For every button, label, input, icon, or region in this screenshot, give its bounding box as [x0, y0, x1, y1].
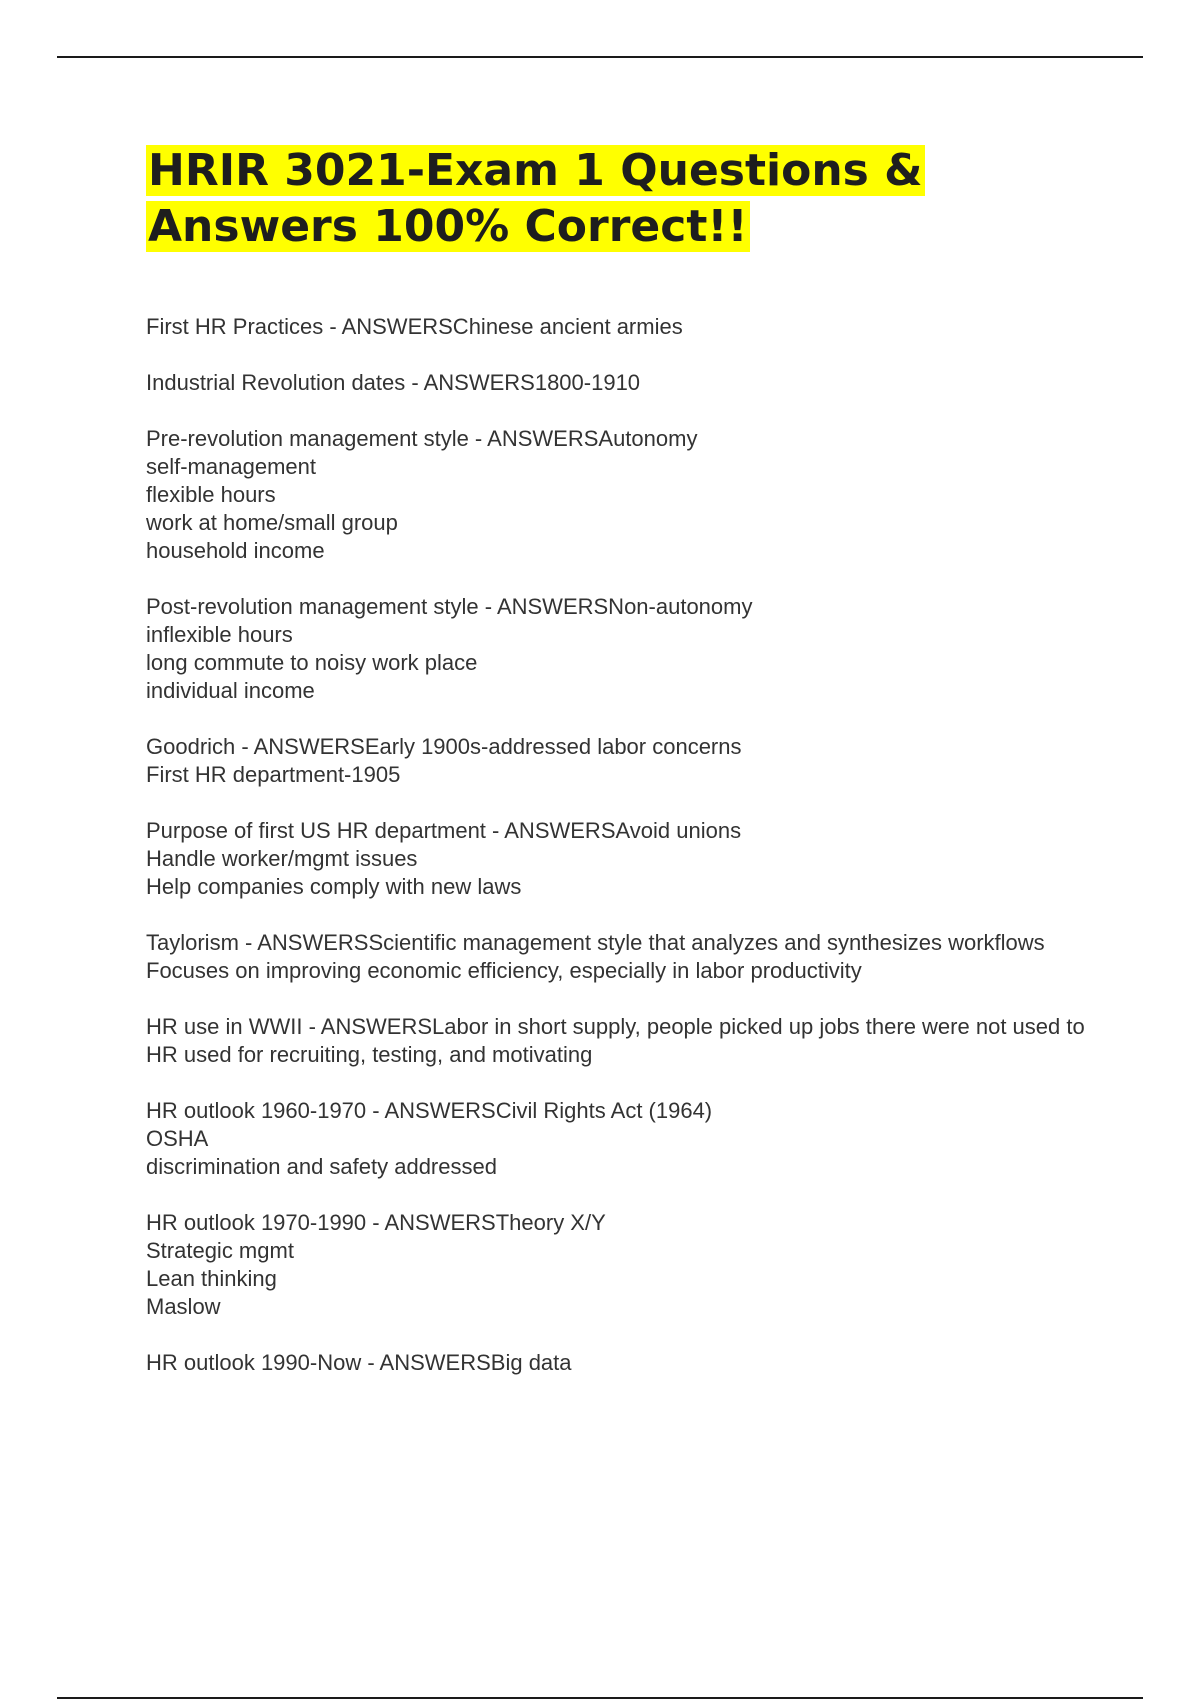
qa-line: Maslow: [146, 1294, 221, 1319]
qa-entry: [146, 313, 1106, 341]
qa-line: inflexible hours: [146, 622, 293, 647]
qa-line: HR outlook 1960-1970 - ANSWERSCivil Rights Act (1964): [146, 1098, 713, 1123]
document-title: [146, 143, 1106, 255]
qa-line: HR outlook 1970-1990 - ANSWERSTheory X/Y: [146, 1210, 606, 1235]
qa-line: Taylorism - ANSWERSScientific management style that analyzes and synthesizes workflows: [146, 930, 1045, 955]
qa-entry: [146, 1097, 1106, 1181]
qa-line: First HR department-1905: [146, 762, 401, 787]
qa-line: Goodrich - ANSWERSEarly 1900s-addressed labor concerns: [146, 734, 742, 759]
qa-line: OSHA: [146, 1126, 209, 1151]
top-rule: [57, 56, 1143, 58]
qa-line: HR used for recruiting, testing, and motivating: [146, 1042, 593, 1067]
qa-line: Pre-revolution management style - ANSWERSAutonomy: [146, 426, 698, 451]
qa-entry: [146, 1209, 1106, 1321]
bottom-rule: [57, 1697, 1143, 1699]
qa-line: individual income: [146, 678, 315, 703]
qa-line: HR outlook 1990-Now - ANSWERSBig data: [146, 1350, 572, 1375]
qa-entry: [146, 1013, 1106, 1069]
qa-entry: [146, 733, 1106, 789]
qa-list: [146, 313, 1106, 1377]
qa-line: Handle worker/mgmt issues: [146, 846, 418, 871]
qa-line: First HR Practices - ANSWERSChinese ancient armies: [146, 314, 683, 339]
qa-entry: [146, 593, 1106, 705]
qa-line: HR use in WWII - ANSWERSLabor in short supply, people picked up jobs there were not used to: [146, 1014, 1085, 1039]
qa-entry: [146, 817, 1106, 901]
qa-line: Focuses on improving economic efficiency, especially in labor productivity: [146, 958, 862, 983]
qa-line: Purpose of first US HR department - ANSWERSAvoid unions: [146, 818, 742, 843]
qa-entry: [146, 1349, 1106, 1377]
qa-line: household income: [146, 538, 325, 563]
qa-line: long commute to noisy work place: [146, 650, 478, 675]
qa-entry: [146, 369, 1106, 397]
qa-line: flexible hours: [146, 482, 276, 507]
title-highlight: HRIR 3021-Exam 1 Questions & Answers 100% Correct!!: [148, 145, 923, 252]
qa-line: Strategic mgmt: [146, 1238, 294, 1263]
qa-entry: [146, 929, 1106, 985]
qa-entry: [146, 425, 1106, 565]
qa-line: self-management: [146, 454, 316, 479]
qa-line: Post-revolution management style - ANSWERSNon-autonomy: [146, 594, 753, 619]
qa-line: discrimination and safety addressed: [146, 1154, 497, 1179]
qa-line: Industrial Revolution dates - ANSWERS1800-1910: [146, 370, 641, 395]
qa-line: work at home/small group: [146, 510, 398, 535]
qa-line: Help companies comply with new laws: [146, 874, 522, 899]
qa-line: Lean thinking: [146, 1266, 277, 1291]
document-body: [146, 143, 1106, 1405]
